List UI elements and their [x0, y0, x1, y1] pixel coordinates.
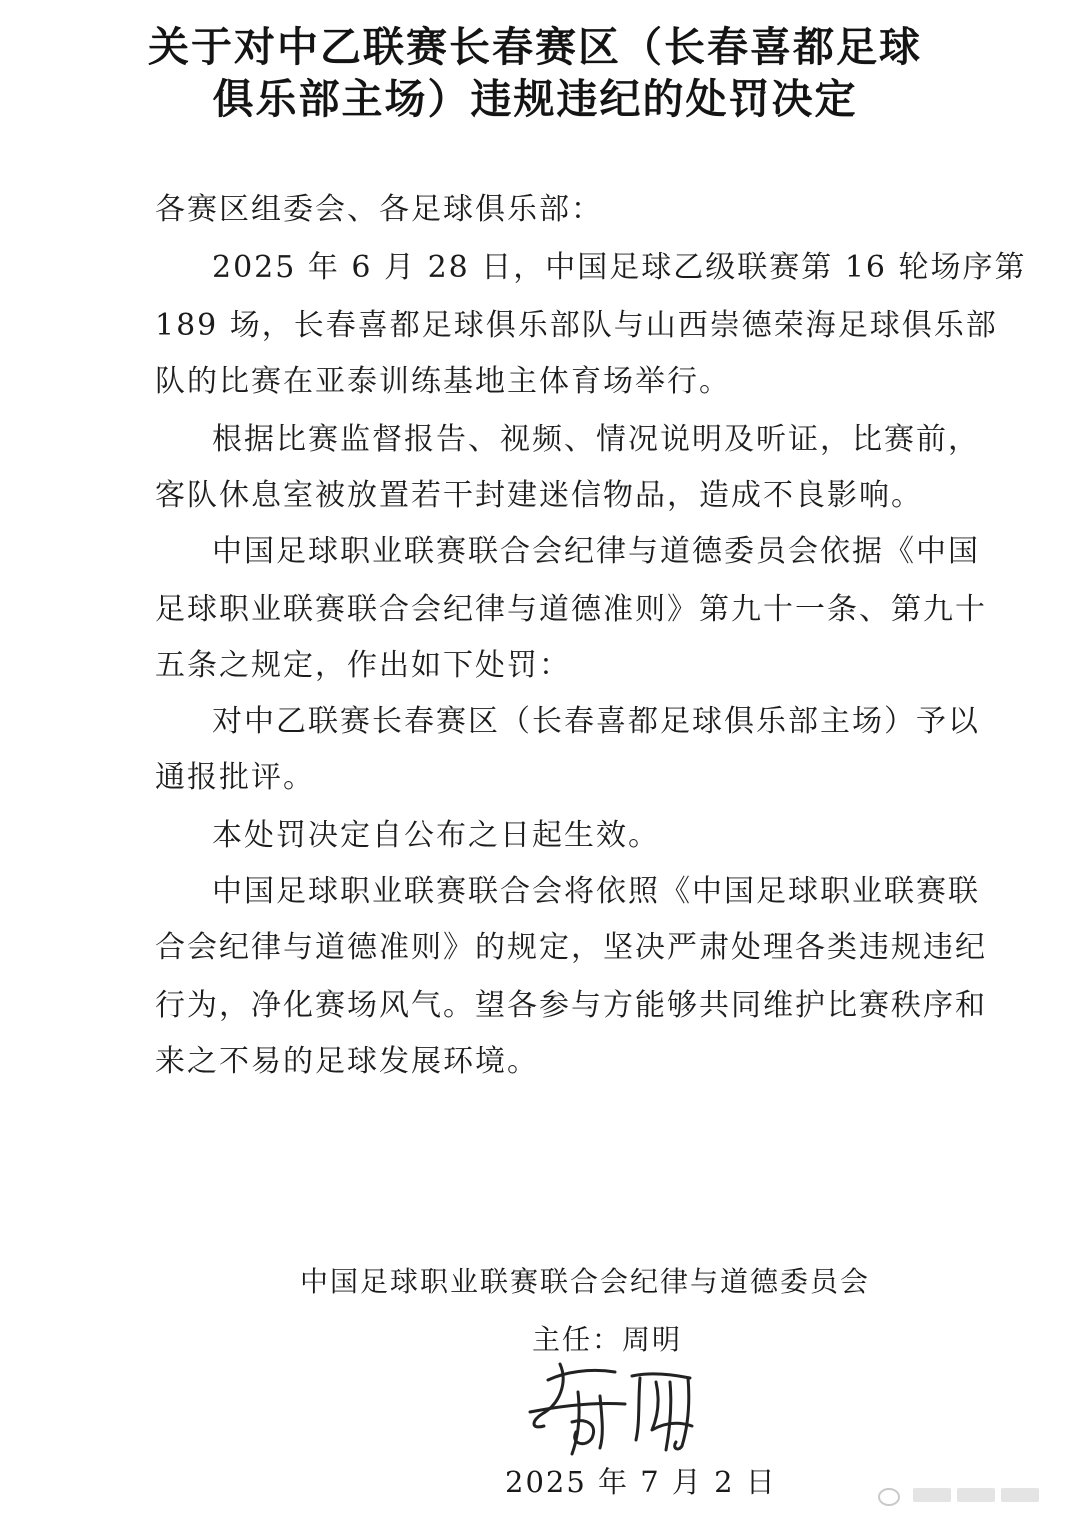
decision-date: 2025 年 7 月 2 日 — [505, 1465, 777, 1499]
paragraph-1-line-3: 队的比赛在亚泰训练基地主体育场举行。 — [155, 364, 731, 399]
document-title-line-1: 关于对中乙联赛长春赛区（长春喜都足球 — [148, 23, 922, 71]
paragraph-6-line-2: 合会纪律与道德准则》的规定，坚决严肃处理各类违规违纪 — [155, 930, 987, 965]
paragraph-3-line-3: 五条之规定，作出如下处罚： — [155, 648, 571, 683]
chair-name: 主任：周明 — [532, 1323, 683, 1356]
paragraph-1-line-1: 2025 年 6 月 28 日，中国足球乙级联赛第 16 轮场序第 — [212, 250, 1027, 285]
paragraph-6-line-1: 中国足球职业联赛联合会将依照《中国足球职业联赛联 — [212, 874, 980, 909]
paragraph-6-line-3: 行为，净化赛场风气。望各参与方能够共同维护比赛秩序和 — [155, 988, 987, 1023]
paragraph-6-line-4: 来之不易的足球发展环境。 — [155, 1044, 539, 1079]
document-title-line-2: 俱乐部主场）违规违纪的处罚决定 — [212, 75, 858, 123]
paragraph-3-line-2: 足球职业联赛联合会纪律与道德准则》第九十一条、第九十 — [155, 592, 987, 627]
paragraph-2-line-2: 客队休息室被放置若干封建迷信物品，造成不良影响。 — [155, 478, 923, 513]
watermark-bars — [913, 1487, 1045, 1506]
watermark — [878, 1486, 1045, 1506]
weibo-logo-icon — [878, 1488, 900, 1506]
issuing-organization: 中国足球职业联赛联合会纪律与道德委员会 — [299, 1265, 870, 1298]
paragraph-2-line-1: 根据比赛监督报告、视频、情况说明及听证，比赛前， — [212, 422, 980, 457]
paragraph-3-line-1: 中国足球职业联赛联合会纪律与道德委员会依据《中国 — [212, 534, 980, 569]
paragraph-4-line-1: 对中乙联赛长春赛区（长春喜都足球俱乐部主场）予以 — [212, 704, 980, 739]
salutation: 各赛区组委会、各足球俱乐部： — [155, 192, 603, 227]
paragraph-1-line-2: 189 场，长春喜都足球俱乐部队与山西崇德荣海足球俱乐部 — [155, 308, 998, 343]
paragraph-4-line-2: 通报批评。 — [155, 760, 315, 795]
handwritten-signature — [520, 1352, 720, 1462]
paragraph-5-line-1: 本处罚决定自公布之日起生效。 — [212, 818, 660, 853]
